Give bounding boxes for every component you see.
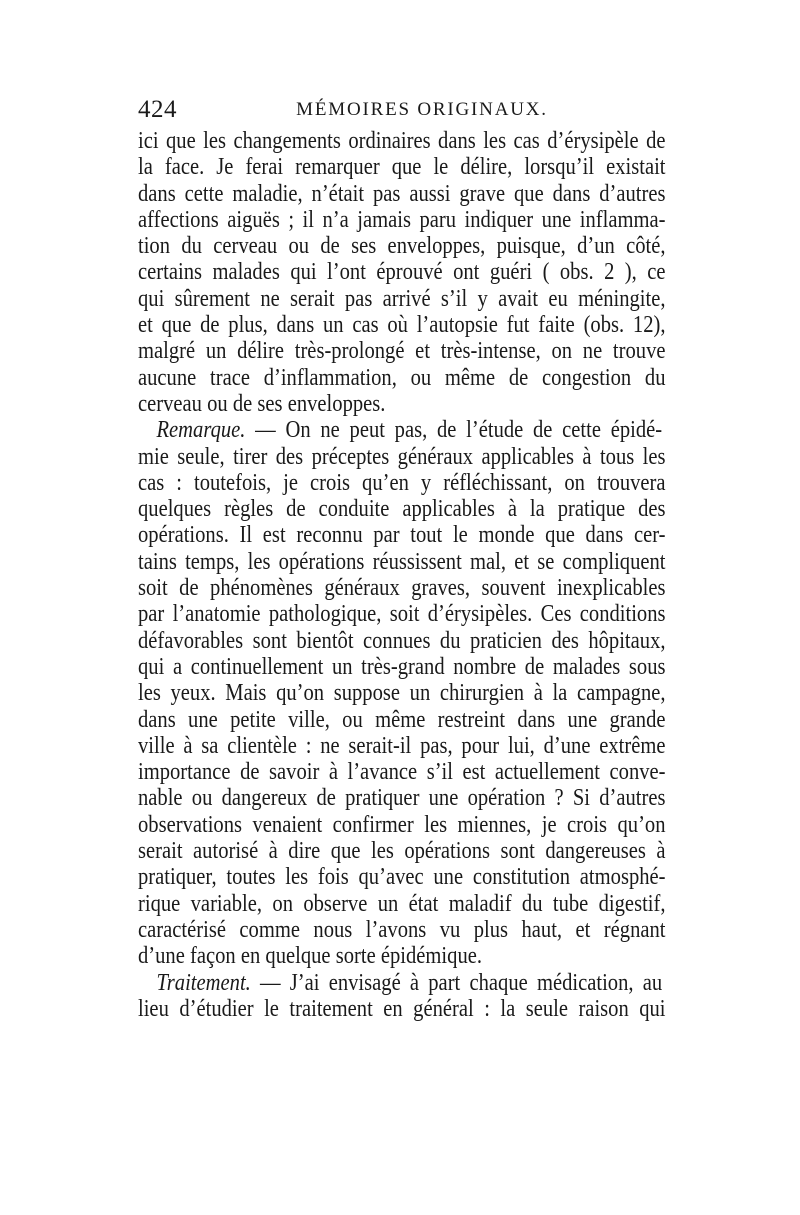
text-line: défavorables sont bientôt connues du praticien des hôpitaux, — [138, 626, 666, 654]
body-text — [138, 128, 666, 1022]
text-line: serait autorisé à dire que les opérations sont dangereuses à — [138, 837, 666, 865]
text-line: importance de savoir à l’avance s’il est actuellement conve- — [138, 758, 666, 786]
text-line: affections aiguës ; il n’a jamais paru indiquer une inflamma- — [138, 205, 666, 233]
paragraph-heading: Remarque. — [156, 416, 246, 444]
paragraph-2 — [138, 417, 666, 969]
text-line: soit de phénomènes généraux graves, souvent inexplicables — [138, 574, 666, 602]
text-line: ville à sa clientèle : ne serait-il pas, pour lui, d’une extrême — [138, 731, 666, 759]
text-line: certains malades qui l’ont éprouvé ont guéri ( obs. 2 ), ce — [138, 258, 666, 286]
text-run: — J’ai envisagé à part chaque médication, au — [250, 968, 663, 996]
text-line: aucune trace d’inflammation, ou même de congestion du — [138, 363, 666, 391]
text-line: tion du cerveau ou de ses enveloppes, puisque, d’un côté, — [138, 232, 666, 260]
text-line: cas : toutefois, je crois qu’en y réfléchissant, on trouvera — [138, 468, 666, 496]
paragraph-1 — [138, 128, 666, 417]
paragraph-first-line — [138, 417, 662, 443]
text-line: qui a continuellement un très-grand nombre de malades sous — [138, 652, 666, 680]
text-line: caractérisé comme nous l’avons vu plus haut, et régnant — [138, 915, 666, 943]
text-line: par l’anatomie pathologique, soit d’érysipèles. Ces conditions — [138, 600, 666, 628]
text-line: observations venaient confirmer les miennes, je crois qu’on — [138, 810, 666, 838]
text-line: cerveau ou de ses enveloppes. — [138, 389, 386, 417]
text-line: dans une petite ville, ou même restreint dans une grande — [138, 705, 666, 733]
paragraph-first-line — [138, 970, 662, 996]
text-line: qui sûrement ne serait pas arrivé s’il y avait eu méningite, — [138, 284, 666, 312]
text-line: lieu d’étudier le traitement en général : la seule raison qui — [138, 994, 666, 1022]
paragraph-3 — [138, 970, 666, 1023]
text-line: rique variable, on observe un état maladif du tube digestif, — [138, 889, 666, 917]
text-line: mie seule, tirer des préceptes généraux applicables à tous les — [138, 442, 666, 470]
text-line: opérations. Il est reconnu par tout le monde que dans cer- — [138, 521, 666, 549]
text-line: d’une façon en quelque sorte épidémique. — [138, 942, 483, 970]
running-title: MÉMOIRES ORIGINAUX. — [296, 99, 548, 120]
page-number: 424 — [138, 96, 177, 123]
text-run: — On ne peut pas, de l’étude de cette épidé- — [245, 416, 663, 444]
text-line: quelques règles de conduite applicables à la pratique des — [138, 495, 666, 523]
text-line: nable ou dangereux de pratiquer une opération ? Si d’autres — [138, 784, 666, 812]
text-line: malgré un délire très-prolongé et très-intense, on ne trouve — [138, 337, 666, 365]
text-line: tains temps, les opérations réussissent mal, et se compliquent — [138, 547, 666, 575]
page-header — [138, 92, 666, 128]
text-line: ici que les changements ordinaires dans les cas d’érysipèle de — [138, 127, 666, 154]
text-line: et que de plus, dans un cas où l’autopsie fut faite (obs. 12), — [138, 311, 666, 339]
paragraph-heading: Traitement. — [156, 968, 251, 996]
text-line: les yeux. Mais qu’on suppose un chirurgien à la campagne, — [138, 679, 666, 707]
text-line: la face. Je ferai remarquer que le délire, lorsqu’il existait — [138, 153, 666, 181]
text-line: pratiquer, toutes les fois qu’avec une constitution atmosphé- — [138, 863, 666, 891]
text-line: dans cette maladie, n’était pas aussi grave que dans d’autres — [138, 179, 666, 207]
